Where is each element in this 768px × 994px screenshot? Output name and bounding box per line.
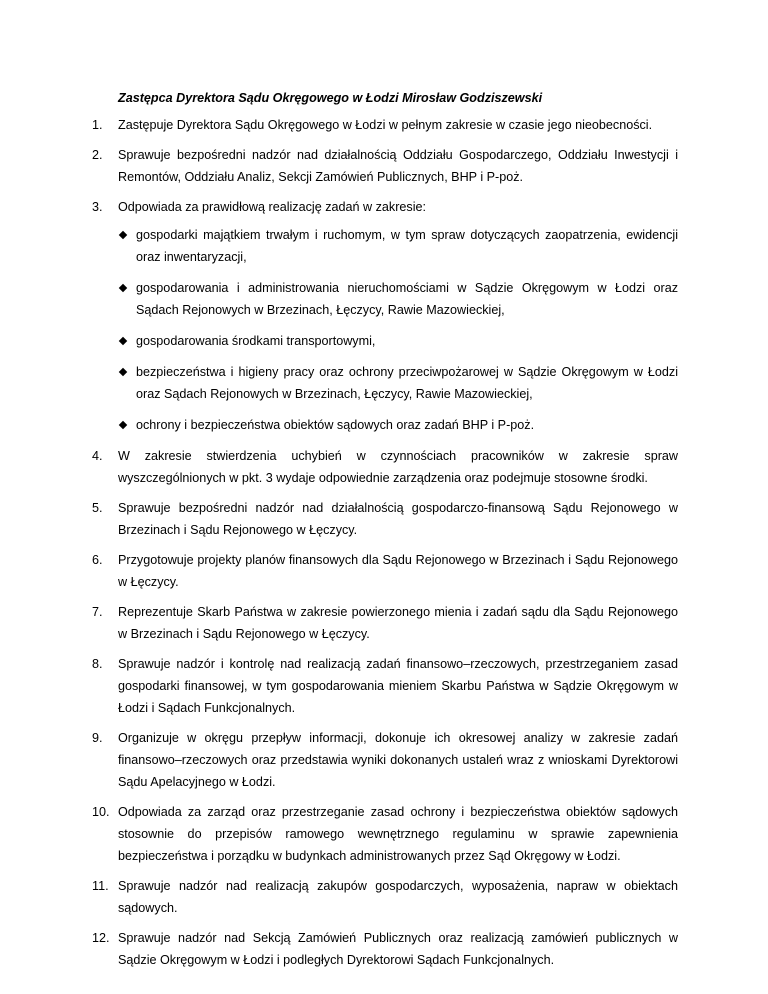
item-number: 4. (92, 449, 103, 463)
item-text: W zakresie stwierdzenia uchybień w czynnościach pracowników w zakresie spraw wyszczególnionych w pkt. 3 wydaje odpowiednie zarządzenia oraz podejmuje stosowne środki. (118, 449, 678, 485)
list-item (92, 549, 678, 593)
diamond-bullet-icon (119, 421, 127, 429)
item-text: Sprawuje bezpośredni nadzór nad działalnością gospodarczo-finansową Sądu Rejonowego w Brzezinach i Sądu Rejonowego w Łęczycy. (118, 501, 678, 537)
sub-item-text: ochrony i bezpieczeństwa obiektów sądowych oraz zadań BHP i P-poż. (136, 418, 535, 432)
list-item (92, 601, 678, 645)
item-text: Zastępuje Dyrektora Sądu Okręgowego w Łodzi w pełnym zakresie w czasie jego nieobecności. (118, 118, 653, 132)
item-number: 12. (92, 931, 110, 945)
list-item (92, 653, 678, 719)
list-item (92, 144, 678, 188)
sub-list-item (118, 277, 678, 321)
duties-list (92, 114, 678, 979)
diamond-bullet-icon (119, 231, 127, 239)
list-item (92, 196, 678, 436)
item-text: Organizuje w okręgu przepływ informacji, dokonuje ich okresowej analizy w zakresie zadań finansowo–rzeczowych oraz przedstawia wyniki dokonanych ustaleń wraz z wnioskami Dyrektorowi Sądu Apelacyjnego w Łodzi. (118, 731, 678, 789)
item-number: 1. (92, 118, 103, 132)
list-item (92, 875, 678, 919)
sub-list (118, 224, 678, 436)
item-text: Reprezentuje Skarb Państwa w zakresie powierzonego mienia i zadań sądu dla Sądu Rejonowego w Brzezinach i Sądu Rejonowego w Łęczycy. (118, 605, 678, 641)
item-number: 3. (92, 200, 103, 214)
diamond-bullet-icon (119, 368, 127, 376)
item-number: 5. (92, 501, 103, 515)
list-item (92, 497, 678, 541)
list-item (92, 445, 678, 489)
item-text: Sprawuje nadzór i kontrolę nad realizacją zadań finansowo–rzeczowych, przestrzeganiem zasad gospodarki finansowej, w tym gospodarowania mieniem Skarbu Państwa w Sądzie Okręgowym w Łodzi i Sądach Funkcjonalnych. (118, 657, 678, 715)
item-number: 2. (92, 148, 103, 162)
item-text: Odpowiada za prawidłową realizację zadań w zakresie: (118, 200, 427, 214)
sub-item-text: bezpieczeństwa i higieny pracy oraz ochrony przeciwpożarowej w Sądzie Okręgowym w Łodzi oraz Sądach Rejonowych w Brzezinach, Łęczycy, Rawie Mazowieckiej, (136, 365, 678, 401)
sub-list-item (118, 330, 678, 352)
sub-item-text: gospodarowania środkami transportowymi, (136, 334, 376, 348)
item-text: Sprawuje nadzór nad Sekcją Zamówień Publicznych oraz realizacją zamówień publicznych w Sądzie Okręgowym w Łodzi i podległych Dyrektorowi Sądach Funkcjonalnych. (118, 931, 678, 967)
item-number: 8. (92, 657, 103, 671)
sub-item-text: gospodarowania i administrowania nieruchomościami w Sądzie Okręgowym w Łodzi oraz Sądach Rejonowych w Brzezinach, Łęczycy, Rawie Mazowieckiej, (136, 281, 678, 317)
diamond-bullet-icon (119, 337, 127, 345)
list-item (92, 727, 678, 793)
sub-list-item (118, 361, 678, 405)
item-text: Odpowiada za zarząd oraz przestrzeganie zasad ochrony i bezpieczeństwa obiektów sądowych stosownie do przepisów ramowego wewnętrznego regulaminu w sprawie zapewnienia bezpieczeństwa i porządku w budynkach administrowanych przez Sąd Okręgowy w Łodzi. (118, 805, 678, 863)
item-number: 7. (92, 605, 103, 619)
item-number: 6. (92, 553, 103, 567)
item-number: 9. (92, 731, 103, 745)
item-text: Sprawuje nadzór nad realizacją zakupów gospodarczych, wyposażenia, napraw w obiektach sądowych. (118, 879, 678, 915)
sub-list-item (118, 414, 678, 436)
item-text: Przygotowuje projekty planów finansowych dla Sądu Rejonowego w Brzezinach i Sądu Rejonowego w Łęczycy. (118, 553, 678, 589)
list-item (92, 801, 678, 867)
list-item (92, 114, 678, 136)
sub-item-text: gospodarki majątkiem trwałym i ruchomym, w tym spraw dotyczących zaopatrzenia, ewidencji oraz inwentaryzacji, (136, 228, 678, 264)
item-text: Sprawuje bezpośredni nadzór nad działalnością Oddziału Gospodarczego, Oddziału Inwestycji i Remontów, Oddziału Analiz, Sekcji Zamówień Publicznych, BHP i P-poż. (118, 148, 678, 184)
diamond-bullet-icon (119, 284, 127, 292)
list-item (92, 927, 678, 971)
item-number: 10. (92, 805, 110, 819)
sub-list-item (118, 224, 678, 268)
item-number: 11. (92, 879, 109, 893)
document-title: Zastępca Dyrektora Sądu Okręgowego w Łodzi Mirosław Godziszewski (118, 91, 543, 105)
